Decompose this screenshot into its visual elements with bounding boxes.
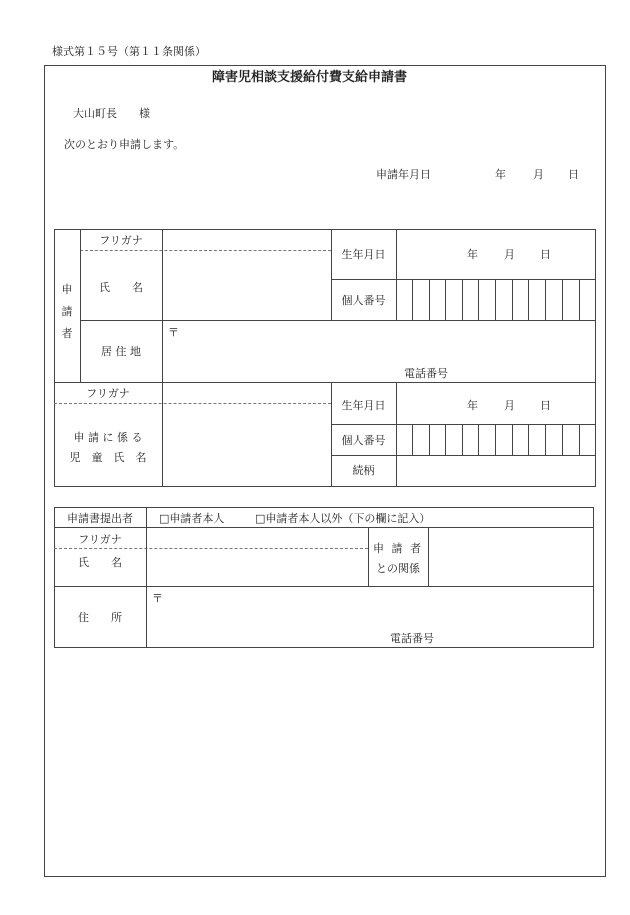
submitter-phone-label: 電話番号 <box>390 632 434 645</box>
column-divider <box>368 527 369 586</box>
applicant-phone-input[interactable] <box>460 364 594 381</box>
submitter-phone-input[interactable] <box>445 629 593 647</box>
submitter-name-input[interactable] <box>147 550 367 585</box>
applicant-phone-label: 電話番号 <box>404 367 448 380</box>
addressee: 大山町長 様 <box>73 107 150 120</box>
submitter-relation-label-line1: 申 請 者 <box>373 542 423 555</box>
submitter-option-other[interactable]: □申請者本人以外（下の欄に記入） <box>255 512 431 525</box>
child-name-input[interactable] <box>163 404 330 486</box>
applicant-furigana-label: フリガナ <box>99 234 143 247</box>
submitter-relation-input[interactable] <box>429 528 593 585</box>
applicant-name-input[interactable] <box>163 251 330 319</box>
applicant-mynumber-input[interactable] <box>397 280 595 319</box>
submitter-furigana-input[interactable] <box>147 528 367 547</box>
date-month-label: 月 <box>533 168 544 181</box>
submitter-name-label: 氏 名 <box>78 556 122 569</box>
child-furigana-label: フリガナ <box>86 387 130 400</box>
submitter-option-self[interactable]: □申請者本人 <box>159 512 225 525</box>
child-mynumber-input[interactable] <box>397 425 595 454</box>
applicant-postal-mark: 〒 <box>168 326 179 339</box>
submitter-address-input[interactable] <box>165 589 593 627</box>
submitter-postal-mark: 〒 <box>152 592 163 605</box>
form-title: 障害児相談支援給付費支給申請書 <box>212 70 408 85</box>
applicant-section-label: 申請者 <box>61 283 73 340</box>
child-dob-year: 年 <box>467 399 478 412</box>
column-divider <box>331 229 332 320</box>
application-date-label: 申請年月日 <box>376 168 431 181</box>
child-dob-month: 月 <box>504 399 515 412</box>
child-relation-input[interactable] <box>397 456 595 486</box>
submitter-furigana-label: フリガナ <box>78 533 122 546</box>
row-divider <box>80 320 596 321</box>
applicant-mynumber-label: 個人番号 <box>341 294 386 307</box>
child-dob-input[interactable] <box>397 383 595 423</box>
applicant-dob-month: 月 <box>504 248 515 261</box>
child-dob-day: 日 <box>540 399 551 412</box>
date-year-label: 年 <box>495 168 506 181</box>
furigana-dashed-divider <box>54 548 368 549</box>
column-divider <box>80 229 81 382</box>
applicant-furigana-input[interactable] <box>163 230 330 249</box>
applicant-dob-input[interactable] <box>397 230 595 278</box>
form-number: 様式第１５号（第１１条関係） <box>52 45 206 58</box>
applicant-dob-year: 年 <box>467 248 478 261</box>
row-divider <box>54 586 594 587</box>
applicant-name-label: 氏 名 <box>99 281 143 294</box>
child-name-label-line2: 児 童 氏 名 <box>69 451 147 464</box>
child-mynumber-label: 個人番号 <box>341 434 386 447</box>
child-name-label-line1: 申 請 に 係 る <box>73 431 143 444</box>
applicant-address-label: 居 住 地 <box>101 345 141 358</box>
child-dob-label: 生年月日 <box>341 399 386 412</box>
submitter-label: 申請書提出者 <box>67 512 133 525</box>
child-relation-label: 続柄 <box>352 464 375 477</box>
applicant-dob-label: 生年月日 <box>341 248 386 261</box>
applicant-dob-day: 日 <box>540 248 551 261</box>
child-furigana-input[interactable] <box>163 383 330 402</box>
submitter-relation-label-line2: との関係 <box>376 562 420 575</box>
submitter-address-label: 住 所 <box>78 611 122 624</box>
applicant-address-input[interactable] <box>180 323 594 363</box>
date-day-label: 日 <box>568 168 579 181</box>
request-sentence: 次のとおり申請します。 <box>64 138 185 151</box>
